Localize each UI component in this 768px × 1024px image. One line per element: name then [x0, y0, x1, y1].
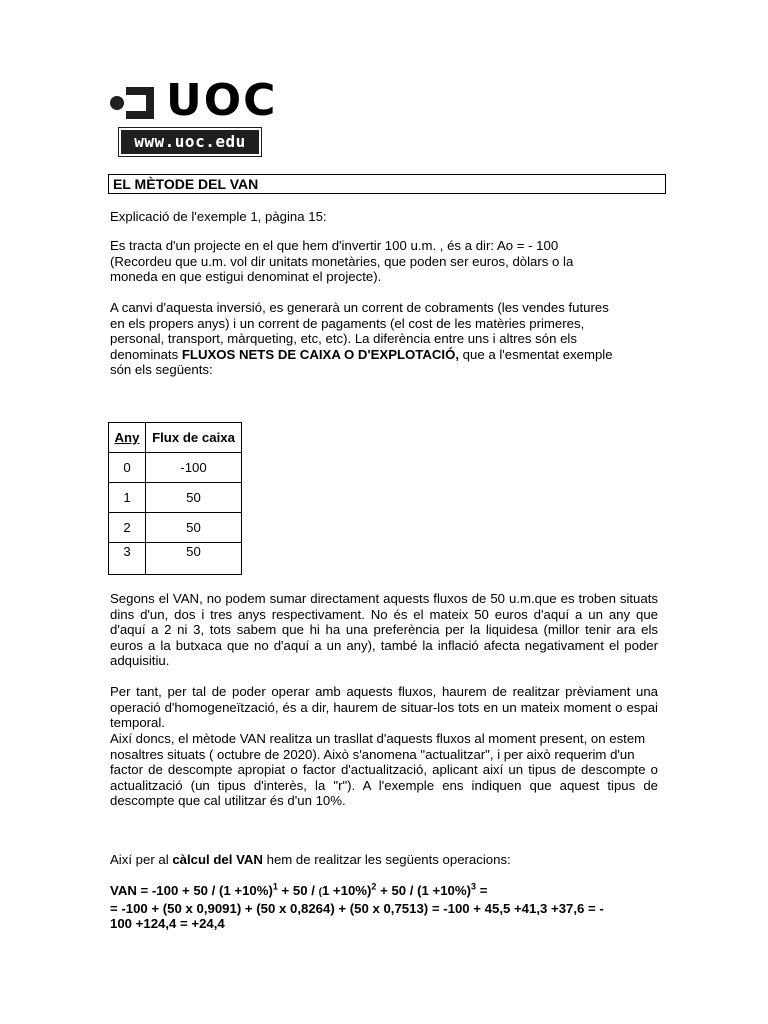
formula-line: [110, 883, 658, 901]
cash-flow-line: en els propers anys) i un corrent de pagaments (el cost de les matèries primeres,: [110, 315, 585, 331]
table-header-year: Any: [109, 423, 146, 453]
formula-part: + 50 / (1 +10%): [376, 883, 472, 898]
table-row: [109, 513, 242, 543]
uoc-logo-mark-icon: [108, 84, 156, 122]
table-cell-flow: 50: [146, 543, 242, 575]
table-cell-year: 0: [109, 453, 146, 483]
cash-flow-text: que a l'esmentat exemple: [459, 346, 613, 362]
table-row: [109, 483, 242, 513]
table-header-flow: Flux de caixa: [146, 423, 242, 453]
table-cell-flow: -100: [146, 453, 242, 483]
van-explanation-paragraph: Segons el VAN, no podem sumar directament aquests fluxos de 50 u.m.que es troben situats dins d'un, dos i tres anys respectivament. No és el mateix 50 euros d'aquí a un any que d'aquí a 2 ni 3, tots sabem que hi ha una preferència per la liquidesa (millor tenir ara els euros a la butxaca que no d'aquí a un any), també la inflació afecta negativament el poder adquisitiu.: [110, 591, 658, 668]
discount-line: nosaltres situats ( octubre de 2020). Això s'anomena "actualitzar", i per això requerim d'un: [110, 746, 635, 762]
project-line: moneda en que estigui denominat el projecte).: [110, 269, 382, 284]
cash-flow-line: personal, transport, màrqueting, etc, etc). La diferència entre uns i altres són els: [110, 331, 577, 346]
intro-paragraph: Explicació de l'exemple 1, pàgina 15:: [110, 209, 327, 224]
table-header-row: [109, 423, 242, 453]
formula-line: = -100 + (50 x 0,9091) + (50 x 0,8264) + (50 x 0,7513) = -100 + 45,5 +41,3 +37,6 = -: [110, 900, 604, 916]
table-cell-year: 2: [109, 513, 146, 543]
cash-flow-line: són els següents:: [110, 362, 213, 377]
calculation-text: hem de realitzar les següents operacions:: [262, 852, 511, 867]
project-line: Es tracta d'un projecte en el que hem d'invertir 100 u.m. , és a dir: Ao = - 100: [110, 238, 559, 253]
cash-flow-line: [110, 347, 658, 363]
cash-flow-term: FLUXOS NETS DE CAIXA O D'EXPLOTACIÓ,: [181, 346, 460, 362]
formula-line: 100 +124,4 = +24,4: [110, 916, 225, 931]
discount-paragraph: [110, 731, 658, 809]
formula-part: + 50 /: [277, 883, 319, 898]
formula-part: 1 +10%): [321, 883, 372, 898]
cash-flow-text: denominats: [110, 346, 182, 362]
table-cell-flow: 50: [146, 483, 242, 513]
formula-exponent: 1: [272, 881, 278, 892]
formula-part: (: [318, 887, 322, 898]
uoc-logo: [108, 75, 278, 158]
homogenization-paragraph: Per tant, per tal de poder operar amb aquests fluxos, haurem de realitzar prèviament una operació d'homogeneïtzació, és a dir, haurem de situar-los tots en un mateix moment o espai temporal.: [110, 684, 658, 730]
table-row: [109, 453, 242, 483]
project-paragraph: [110, 238, 658, 285]
calculation-intro: [110, 852, 658, 868]
project-line: (Recordeu que u.m. vol dir unitats monetàries, que poden ser euros, dòlars o la: [110, 253, 574, 269]
uoc-logo-text: UOC: [166, 75, 278, 126]
table-cell-flow: 50: [146, 513, 242, 543]
cash-flow-line: A canvi d'aquesta inversió, es generarà un corrent de cobraments (les vendes futures: [110, 300, 609, 315]
discount-line: Així doncs, el mètode VAN realitza un trasllat d'aquests fluxos al moment present, on estem: [110, 731, 646, 746]
formula-part: VAN = -100 + 50 / (1 +10%): [110, 883, 273, 898]
formula-exponent: 3: [471, 881, 477, 892]
calculation-term: càlcul del VAN: [172, 852, 263, 867]
cash-flow-table: [108, 422, 242, 575]
table-cell-year: 3: [109, 543, 146, 575]
cash-flow-paragraph: [110, 300, 658, 378]
uoc-logo-url: www.uoc.edu: [119, 128, 261, 156]
table-row: [109, 543, 242, 575]
table-cell-year: 1: [109, 483, 146, 513]
formula-part: =: [476, 883, 488, 898]
calculation-text: Així per al: [110, 852, 173, 867]
formula-exponent: 2: [371, 881, 377, 892]
document-title: EL MÈTODE DEL VAN: [108, 174, 666, 194]
van-formula: [110, 883, 658, 932]
discount-line: factor de descompte apropiat o factor d'actualització, aplicant així un tipus de descompte o actualització (un tipus d'interès, la "r"). A l'exemple ens indiquen que aquest tipus de descompte que cal utilitzar és d'un 10%.: [110, 762, 658, 808]
